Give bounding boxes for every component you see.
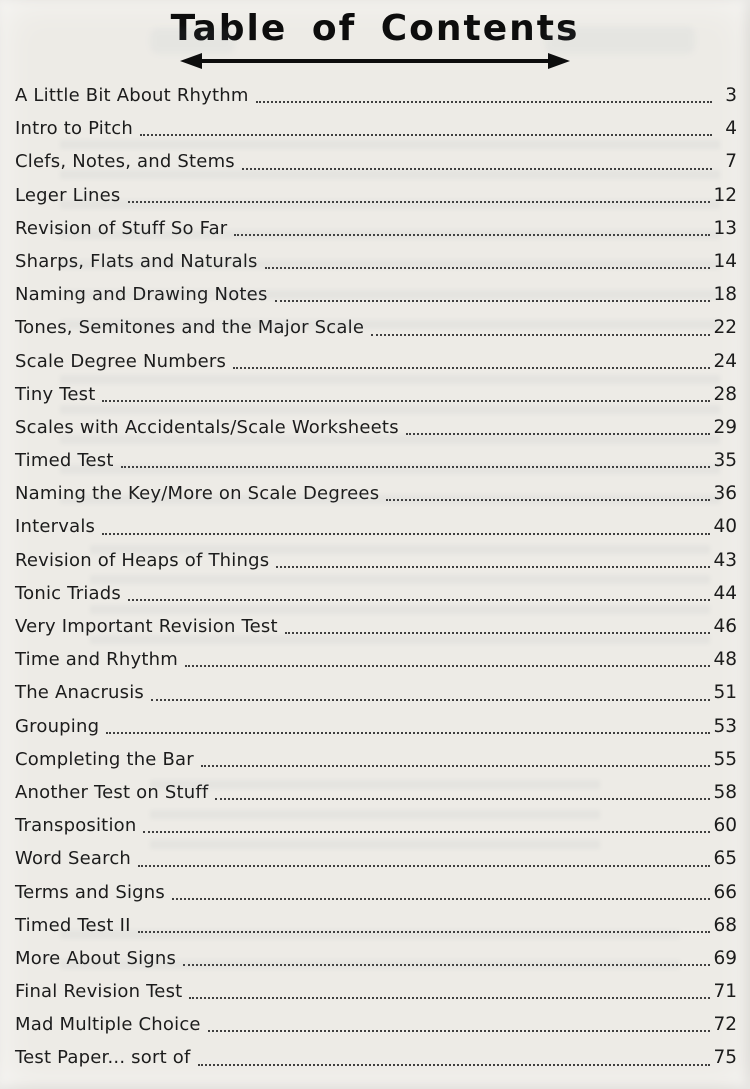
toc-entry-label: Revision of Stuff So Far [15, 217, 228, 239]
dotted-leader [234, 234, 710, 236]
dotted-leader [233, 367, 710, 369]
dotted-leader [386, 499, 710, 501]
toc-row [15, 1041, 737, 1074]
toc-row [15, 809, 737, 842]
toc-entry-page-number: 3 [725, 85, 737, 106]
toc-row [15, 676, 737, 709]
toc-entry-page-number: 68 [713, 914, 737, 936]
toc-entry-label: Intro to Pitch [15, 118, 133, 140]
toc-entry-label: Naming and Drawing Notes [15, 284, 268, 306]
toc-entry-page-number: 71 [713, 981, 737, 1003]
dotted-leader [275, 300, 711, 302]
toc-entry-label: Scales with Accidentals/Scale Worksheets [15, 416, 399, 438]
toc-row [15, 311, 737, 344]
toc-row [15, 212, 737, 245]
dotted-leader [102, 400, 710, 402]
dotted-leader [151, 699, 710, 701]
toc-entry-page-number: 53 [713, 715, 737, 737]
toc-entry-label: Sharps, Flats and Naturals [15, 250, 258, 272]
dotted-leader [371, 334, 710, 336]
toc-entry-label: Naming the Key/More on Scale Degrees [15, 483, 380, 505]
table-of-contents [15, 79, 737, 1075]
toc-entry-label: Grouping [15, 715, 100, 737]
toc-entry-label: A Little Bit About Rhythm [15, 85, 249, 106]
toc-row [15, 710, 737, 743]
dotted-leader [276, 566, 710, 568]
toc-entry-page-number: 44 [713, 582, 737, 604]
toc-entry-page-number: 55 [713, 748, 737, 770]
toc-entry-page-number: 40 [713, 516, 737, 538]
toc-row [15, 975, 737, 1008]
dotted-leader [215, 798, 710, 800]
dotted-leader [138, 931, 711, 933]
toc-entry-label: Completing the Bar [15, 748, 194, 770]
toc-row [15, 743, 737, 776]
toc-entry-page-number: 13 [713, 217, 737, 239]
toc-entry-label: More About Signs [15, 947, 177, 969]
dotted-leader [183, 964, 710, 966]
toc-entry-page-number: 18 [713, 284, 737, 306]
toc-entry-page-number: 29 [713, 416, 737, 438]
toc-entry-label: Word Search [15, 848, 132, 870]
toc-entry-page-number: 75 [713, 1047, 737, 1069]
dotted-leader [189, 997, 710, 999]
toc-row [15, 79, 737, 112]
page-title: Table of Contents [170, 8, 580, 49]
toc-row [15, 112, 737, 145]
toc-row [15, 577, 737, 610]
toc-entry-label: Test Paper... sort of [15, 1047, 191, 1069]
dotted-leader [406, 433, 711, 435]
toc-entry-label: Tonic Triads [15, 582, 121, 604]
toc-entry-label: Revision of Heaps of Things [15, 549, 270, 571]
dotted-leader [121, 466, 711, 468]
dotted-leader [185, 665, 711, 667]
toc-entry-page-number: 24 [713, 350, 737, 372]
toc-row [15, 776, 737, 809]
toc-row [15, 510, 737, 543]
dotted-leader [172, 898, 711, 900]
toc-entry-page-number: 48 [713, 649, 737, 671]
dotted-leader [106, 732, 710, 734]
dotted-leader [128, 201, 711, 203]
dotted-leader [128, 599, 710, 601]
toc-entry-page-number: 7 [725, 151, 737, 173]
toc-entry-page-number: 43 [713, 549, 737, 571]
toc-row [15, 842, 737, 875]
toc-row [15, 179, 737, 212]
toc-entry-page-number: 60 [713, 815, 737, 837]
toc-entry-label: Timed Test [15, 450, 114, 472]
dotted-leader [198, 1064, 711, 1066]
toc-row [15, 378, 737, 411]
toc-entry-label: Another Test on Stuff [15, 781, 209, 803]
toc-row [15, 909, 737, 942]
dotted-leader [242, 168, 712, 170]
dotted-leader [138, 865, 710, 867]
toc-entry-page-number: 72 [713, 1014, 737, 1036]
toc-row [15, 477, 737, 510]
toc-entry-label: Very Important Revision Test [15, 616, 278, 637]
dotted-leader [143, 831, 710, 833]
toc-entry-label: Clefs, Notes, and Stems [15, 151, 235, 173]
toc-entry-label: Transposition [15, 815, 137, 837]
toc-row [15, 444, 737, 477]
toc-row [15, 643, 737, 676]
toc-row [15, 145, 737, 178]
toc-row [15, 942, 737, 975]
toc-entry-label: Mad Multiple Choice [15, 1014, 201, 1036]
toc-row [15, 278, 737, 311]
toc-entry-page-number: 69 [713, 947, 737, 969]
dotted-leader [208, 1030, 711, 1032]
dotted-leader [265, 267, 711, 269]
toc-entry-label: Final Revision Test [15, 981, 183, 1003]
double-headed-arrow-icon [180, 51, 570, 71]
toc-row [15, 1008, 737, 1041]
toc-row [15, 544, 737, 577]
toc-entry-label: Terms and Signs [15, 881, 165, 903]
toc-entry-page-number: 4 [725, 118, 737, 140]
toc-entry-page-number: 14 [713, 250, 737, 272]
toc-entry-label: The Anacrusis [15, 682, 145, 704]
toc-entry-page-number: 22 [713, 317, 737, 339]
toc-row [15, 876, 737, 909]
toc-entry-page-number: 35 [713, 450, 737, 472]
toc-row [15, 245, 737, 278]
dotted-leader [201, 765, 711, 767]
toc-entry-page-number: 46 [713, 616, 737, 637]
toc-entry-label: Scale Degree Numbers [15, 350, 227, 372]
toc-entry-label: Tiny Test [15, 383, 96, 405]
toc-entry-page-number: 58 [713, 781, 737, 803]
toc-entry-page-number: 36 [713, 483, 737, 505]
toc-row [15, 345, 737, 378]
page-header [0, 0, 750, 73]
toc-entry-page-number: 28 [713, 383, 737, 405]
toc-entry-page-number: 66 [713, 881, 737, 903]
toc-entry-label: Tones, Semitones and the Major Scale [15, 317, 365, 339]
dotted-leader [140, 134, 712, 136]
toc-entry-label: Timed Test II [15, 914, 131, 936]
dotted-leader [256, 101, 712, 103]
dotted-leader [102, 533, 710, 535]
toc-entry-page-number: 51 [713, 682, 737, 704]
toc-entry-label: Intervals [15, 516, 96, 538]
title-underline [0, 51, 750, 73]
toc-entry-label: Time and Rhythm [15, 649, 178, 671]
toc-entry-label: Leger Lines [15, 184, 121, 206]
toc-entry-page-number: 12 [713, 184, 737, 206]
toc-row [15, 411, 737, 444]
toc-entry-page-number: 65 [713, 848, 737, 870]
dotted-leader [285, 632, 711, 634]
toc-row [15, 610, 737, 643]
